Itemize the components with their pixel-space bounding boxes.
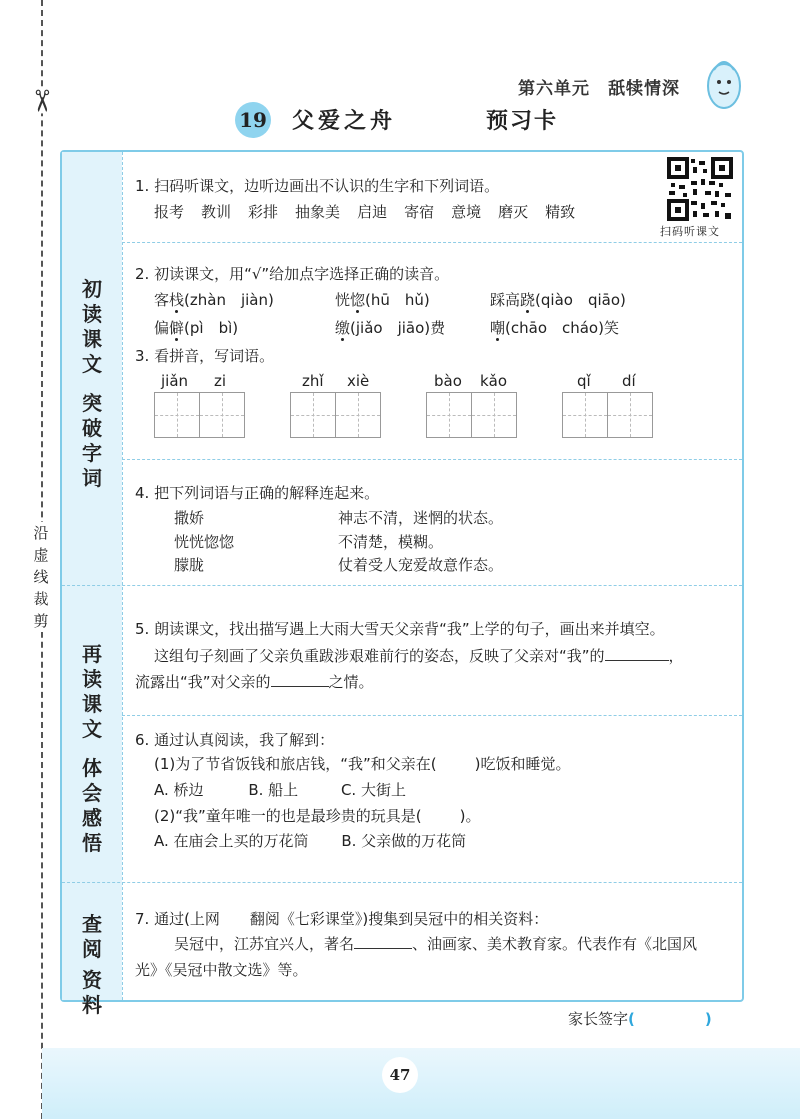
scissors-icon: ✂ (23, 88, 59, 114)
row-divider (122, 242, 742, 243)
vocab-word: 彩排 (248, 203, 279, 221)
pronunciation-item[interactable]: 偏僻(pì bì) (154, 319, 239, 337)
worksheet-frame (60, 150, 744, 1017)
footer-band (42, 1048, 800, 1119)
vocab-word: 寄宿 (404, 203, 435, 221)
question-3: 3. 看拼音，写词语。 (135, 347, 275, 365)
question-4: 4. 把下列词语与正确的解释连起来。 (135, 484, 380, 502)
vertical-divider (122, 152, 123, 1000)
signature-label: 家长签字 (568, 1010, 629, 1028)
question-7: 7. 通过(上网 翻阅《七彩课堂》)搜集到吴冠中的相关资料： (135, 910, 549, 928)
q6-sub-1: (1)为了节省饭钱和旅店钱，“我”和父亲在( )吃饭和睡觉。 (154, 755, 571, 773)
match-word[interactable]: 朦胧 (174, 556, 205, 574)
section-divider (62, 585, 742, 586)
cut-char: 裁 (33, 590, 49, 608)
cut-char: 剪 (33, 612, 49, 630)
match-meaning[interactable]: 仗着受人宠爱故意作态。 (338, 556, 504, 574)
answer-blank[interactable] (605, 646, 669, 661)
option[interactable]: A. 桥边 (154, 781, 204, 799)
section-label-research: 查 阅 资 料 (82, 912, 102, 1017)
row-divider (122, 459, 742, 460)
pinyin-label: zhǐ (302, 372, 324, 390)
q7-line-2: 光》《吴冠中散文选》等。 (135, 961, 308, 979)
question-6: 6. 通过认真阅读，我了解到： (135, 731, 335, 749)
pinyin-label: jiǎn (161, 372, 189, 390)
q6-sub-2: (2)“我”童年唯一的也是最珍贵的玩具是( )。 (154, 807, 481, 825)
vocab-word: 启迪 (357, 203, 388, 221)
pronunciation-item[interactable]: 踩高跷(qiào qiāo) (490, 291, 626, 309)
pronunciation-item[interactable]: 恍惚(hū hǔ) (335, 291, 430, 309)
vocab-word: 精致 (545, 203, 576, 221)
vocab-word: 磨灭 (498, 203, 529, 221)
match-word[interactable]: 撒娇 (174, 509, 205, 527)
pinyin-label: qǐ (577, 372, 591, 390)
writing-box[interactable] (562, 392, 608, 438)
pinyin-label: xiè (347, 372, 370, 390)
q7-fill-line-1: 吴冠中，江苏宜兴人，著名 、油画家、美术教育家。代表作有《北国风 (174, 935, 698, 953)
pronunciation-item[interactable]: 嘲(chāo cháo)笑 (490, 319, 619, 337)
answer-blank[interactable] (354, 934, 412, 949)
vocab-word: 报考 (154, 203, 185, 221)
section-label-first-reading: 初 读 课 文 突 破 字 词 (82, 277, 102, 490)
writing-box[interactable] (290, 392, 336, 438)
qr-code-icon[interactable] (667, 157, 733, 221)
cut-char: 线 (33, 568, 49, 586)
option[interactable]: A. 在庙会上买的万花筒 (154, 832, 309, 850)
pinyin-label: dí (622, 372, 636, 390)
vocab-word: 意境 (451, 203, 482, 221)
unit-heading (518, 74, 680, 99)
section-divider (62, 882, 742, 883)
page-number: 47 (382, 1057, 418, 1093)
question-5: 5. 朗读课文，找出描写遇上大雨大雪天父亲背“我”上学的句子，画出来并填空。 (135, 620, 665, 638)
option[interactable]: C. 大街上 (340, 781, 406, 799)
question-1: 1. 扫码听课文，边听边画出不认识的生字和下列词语。 (135, 177, 500, 195)
vocab-word: 抽象美 (295, 203, 341, 221)
pronunciation-item[interactable]: 客栈(zhàn jiàn) (154, 291, 274, 309)
match-meaning[interactable]: 不清楚，模糊。 (338, 533, 444, 551)
unit-label: 第六单元 (518, 79, 590, 99)
answer-blank[interactable] (271, 672, 329, 687)
pronunciation-item[interactable]: 缴(jiǎo jiāo)费 (335, 319, 446, 337)
pinyin-label: bào (434, 372, 462, 390)
writing-box[interactable] (154, 392, 200, 438)
card-title: 预习卡 (486, 109, 559, 134)
match-meaning[interactable]: 神志不清，迷惘的状态。 (338, 509, 504, 527)
vocab-word: 教训 (201, 203, 232, 221)
match-word[interactable]: 恍恍惚惚 (174, 533, 235, 551)
writing-box[interactable] (471, 392, 517, 438)
lesson-title: 父爱之舟 (292, 108, 397, 134)
parent-signature: 家长签字( ) (568, 1010, 712, 1028)
q1-word-list (154, 202, 592, 222)
pinyin-label: kǎo (480, 372, 508, 390)
cut-char: 沿 (33, 524, 49, 542)
cartoon-decoration-icon (700, 52, 746, 114)
writing-box[interactable] (426, 392, 472, 438)
section-label-second-reading: 再 读 课 文 体 会 感 悟 (82, 642, 102, 855)
qr-label: 扫码听课文 (660, 225, 720, 238)
q5-fill-line-1: 这组句子刻画了父亲负重跋涉艰难前行的姿态，反映了父亲对“我”的 ， (154, 647, 684, 665)
option[interactable]: B. 船上 (248, 781, 299, 799)
pinyin-label: zi (214, 372, 227, 390)
cut-char: 虚 (33, 546, 49, 564)
unit-theme: 舐犊情深 (608, 79, 680, 99)
writing-box[interactable] (199, 392, 245, 438)
lesson-number: 19 (235, 102, 271, 138)
q6-options-1 (154, 780, 406, 800)
q6-options-2 (154, 831, 466, 851)
question-2: 2. 初读课文，用“√”给加点字选择正确的读音。 (135, 265, 450, 283)
writing-box[interactable] (335, 392, 381, 438)
cut-instruction (30, 522, 52, 632)
row-divider (122, 715, 742, 716)
q5-fill-line-2: 流露出“我”对父亲的 之情。 (135, 673, 374, 691)
writing-box[interactable] (607, 392, 653, 438)
option[interactable]: B. 父亲做的万花筒 (341, 832, 467, 850)
